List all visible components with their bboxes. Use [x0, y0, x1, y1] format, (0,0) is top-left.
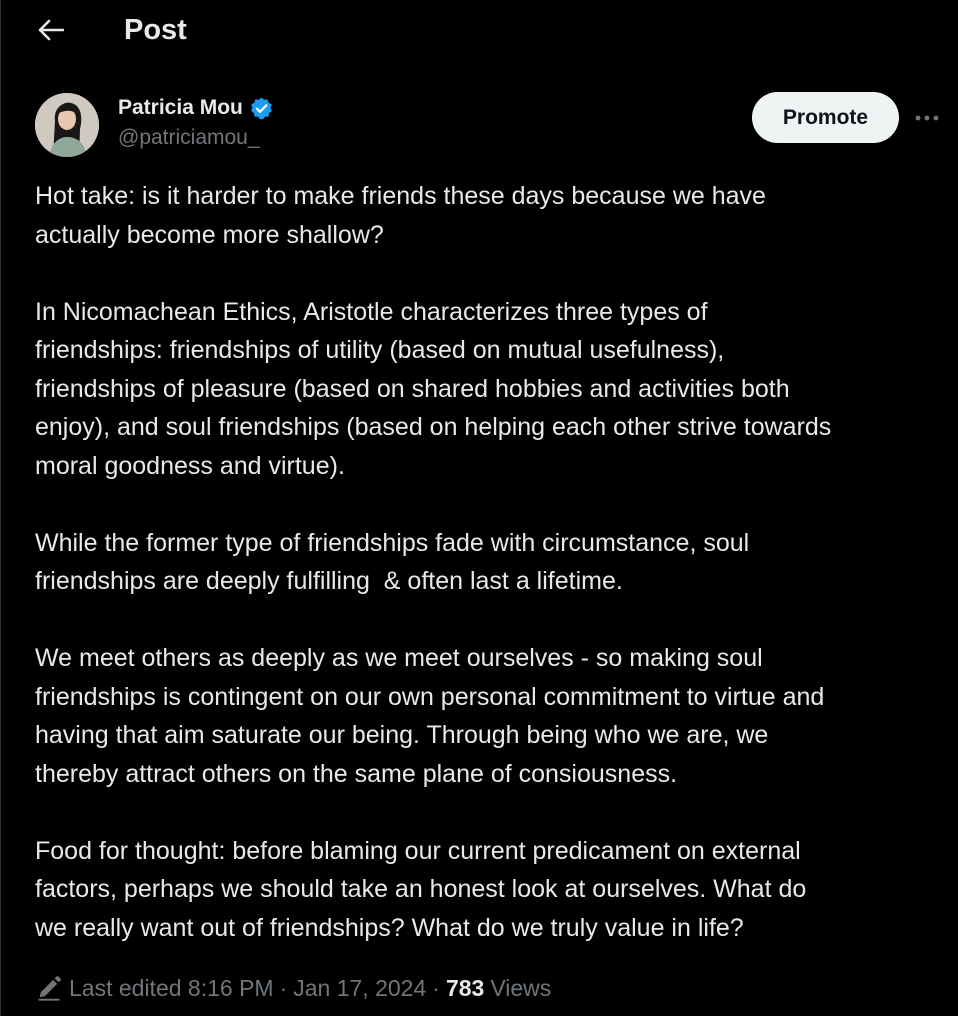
post-paragraph: We meet others as deeply as we meet ourselves - so making soul friendships is contingent on our own personal commitment to virtue and having that aim saturate our being. Through being who we are, we thereby attract others on the same plane of consiousness.: [35, 644, 825, 788]
avatar[interactable]: [35, 93, 99, 157]
author-name-row: [118, 93, 274, 123]
pencil-icon: [35, 974, 63, 1002]
more-options-button[interactable]: [911, 104, 943, 132]
author-name[interactable]: Patricia Mou: [118, 96, 243, 119]
last-edited-link[interactable]: Last edited 8:16 PM: [69, 974, 274, 1001]
post-paragraph: Hot take: is it harder to make friends these days because we have actually become more shallow?: [35, 182, 766, 249]
page-title: Post: [124, 14, 187, 46]
ellipsis-icon: [914, 114, 940, 122]
avatar-photo-icon: [35, 93, 99, 157]
arrow-left-icon: [38, 19, 64, 41]
post-paragraph: While the former type of friendships fade with circumstance, soul friendships are deeply fulfilling & often last a lifetime.: [35, 528, 750, 595]
views-count: 783: [445, 974, 485, 1001]
back-button[interactable]: [31, 12, 71, 48]
verified-badge-icon[interactable]: [249, 96, 274, 121]
post-meta: [35, 971, 551, 1005]
separator: ·: [432, 974, 440, 1001]
author-handle[interactable]: @patriciamou_: [118, 126, 260, 149]
separator: ·: [279, 974, 288, 1001]
post-paragraph: Food for thought: before blaming our current predicament on external factors, perhaps we should take an honest look at ourselves. What do we really want out of friendships? What do we truly value in life?: [35, 836, 807, 942]
post-date[interactable]: Jan 17, 2024: [293, 974, 427, 1001]
top-bar: [1, 0, 958, 62]
promote-button[interactable]: Promote: [752, 92, 899, 143]
post-text: [35, 177, 945, 947]
post-paragraph: In Nicomachean Ethics, Aristotle characterizes three types of friendships: friendships of utility (based on mutual usefulness), friendships of pleasure (based on shared hobbies and activities both enjoy), and soul friendships (based on helping each other strive towards moral goodness and virtue).: [35, 297, 832, 480]
views-label: Views: [490, 974, 552, 1001]
